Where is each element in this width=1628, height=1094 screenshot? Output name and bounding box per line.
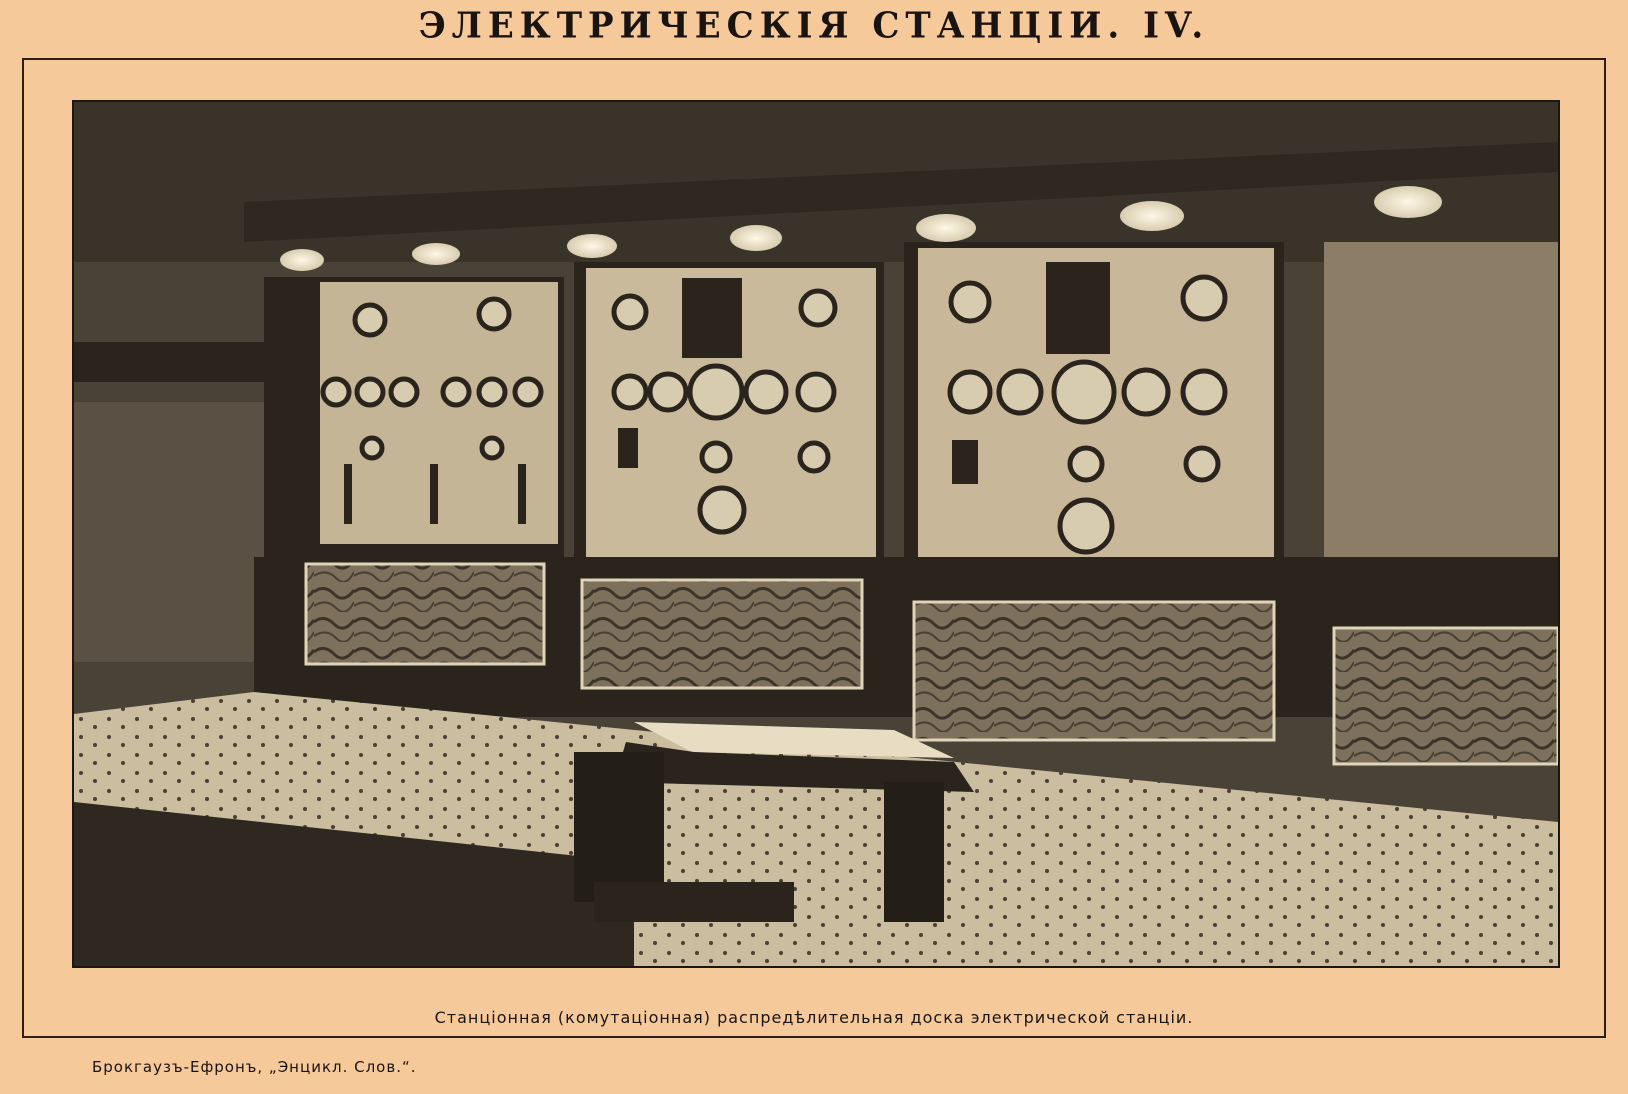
figure-caption: Станціонная (комутаціонная) распредѣлительная доска электрической станціи. xyxy=(434,1008,1194,1027)
page-title: ЭЛЕКТРИЧЕСКІЯ СТАНЦІИ. IV. xyxy=(418,4,1210,47)
switchboard-photo xyxy=(72,100,1560,968)
publisher-credit: Брокгаузъ-Ефронъ, „Энцикл. Слов.“. xyxy=(92,1058,417,1076)
